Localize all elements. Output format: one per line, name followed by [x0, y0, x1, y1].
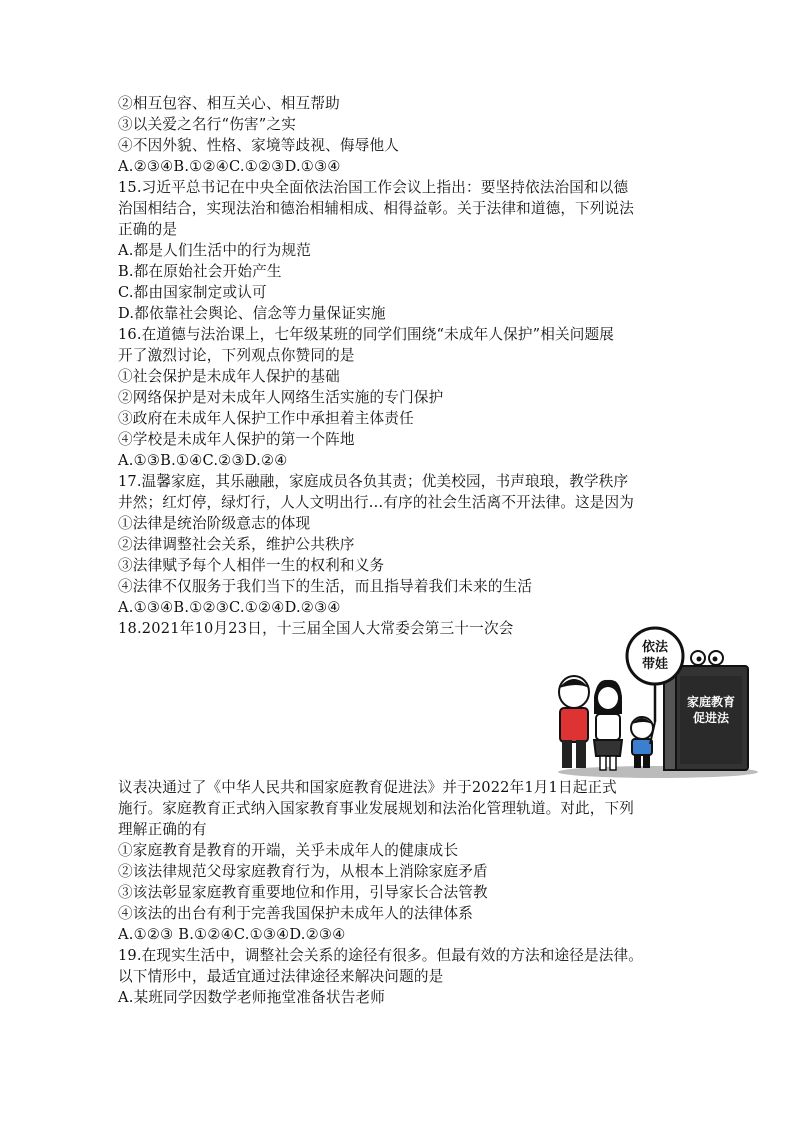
q16-stem-1: 16.在道德与法治课上，七年级某班的同学们围绕“未成年人保护”相关问题展 [118, 326, 614, 343]
sign-text-line2: 带娃 [641, 657, 669, 672]
question-14-tail [118, 93, 680, 177]
q18-stem-2: 施行。家庭教育正式纳入国家教育事业发展规划和法治化管理轨道。对此，下列 [118, 800, 635, 817]
sign-text-line1: 依法 [641, 640, 669, 655]
q15-stem-3: 正确的是 [118, 221, 178, 238]
q19-stem-1: 19.在现实生活中，调整社会关系的途径有很多。但最有效的方法和途径是法律。 [118, 947, 643, 964]
question-17 [118, 471, 680, 618]
mother-figure [594, 680, 622, 770]
q18-option-2: ②该法律规范父母家庭教育行为，从根本上消除家庭矛盾 [118, 863, 488, 880]
q18-stem-head: 18.2021年10月23日，十三届全国人大常委会第三十一次会 [118, 620, 514, 637]
q15-choice-a: A.都是人们生活中的行为规范 [118, 242, 312, 259]
q18-option-4: ④该法的出台有利于完善我国保护未成年人的法律体系 [118, 905, 474, 922]
q18-stem-3: 理解正确的有 [118, 821, 207, 838]
q15-choice-d: D.都依靠社会舆论、信念等力量保证实施 [118, 305, 386, 322]
q18-option-3: ③该法彰显家庭教育重要地位和作用，引导家长合法管教 [118, 884, 488, 901]
child-figure [631, 717, 655, 768]
q14-option-2: ②相互包容、相互关心、相互帮助 [118, 95, 340, 112]
sign-bubble [627, 628, 683, 684]
q17-option-2: ②法律调整社会关系，维护公共秩序 [118, 536, 355, 553]
q14-choices: A.②③④B.①②④C.①②③D.①③④ [118, 158, 341, 175]
q19-choice-a: A.某班同学因数学老师拖堂准备状告老师 [118, 989, 386, 1006]
q16-option-4: ④学校是未成年人保护的第一个阵地 [118, 431, 355, 448]
family-law-cartoon [548, 622, 760, 780]
q17-option-1: ①法律是统治阶级意志的体现 [118, 515, 311, 532]
q17-stem-1: 17.温馨家庭，其乐融融，家庭成员各负其责；优美校园，书声琅琅，教学秩序 [118, 473, 629, 490]
q14-option-3: ③以关爱之名行“伤害”之实 [118, 116, 297, 133]
q15-choice-b: B.都在原始社会开始产生 [118, 263, 282, 280]
q17-choices: A.①③④B.①②③C.①②④D.②③④ [118, 599, 341, 616]
q17-option-3: ③法律赋予每个人相伴一生的权利和义务 [118, 557, 385, 574]
q15-choice-c: C.都由国家制定或认可 [118, 284, 267, 301]
q15-stem-2: 治国相结合，实现法治和德治相辅相成、相得益彰。关于法律和道德，下列说法 [118, 200, 635, 217]
q17-stem-2: 井然；红灯停，绿灯行，人人文明出行…有序的社会生活离不开法律。这是因为 [118, 494, 635, 511]
father-figure [559, 676, 589, 768]
q19-stem-2: 以下情形中，最适宜通过法律途径来解决问题的是 [118, 968, 444, 985]
question-16 [118, 324, 680, 471]
q16-stem-2: 开了激烈讨论，下列观点你赞同的是 [118, 347, 355, 364]
book-title-line1: 家庭教育 [686, 695, 736, 709]
q16-option-2: ②网络保护是对未成年人网络生活实施的专门保护 [118, 389, 444, 406]
question-15 [118, 177, 680, 324]
q16-option-3: ③政府在未成年人保护工作中承担着主体责任 [118, 410, 414, 427]
book-title-line2: 促进法 [692, 711, 730, 725]
q18-option-1: ①家庭教育是教育的开端，关乎未成年人的健康成长 [118, 842, 459, 859]
q15-stem-1: 15.习近平总书记在中央全面依法治国工作会议上指出：要坚持依法治国和以德 [118, 179, 629, 196]
exam-page [118, 93, 680, 1008]
question-19 [118, 945, 680, 1008]
q16-choices: A.①③B.①④C.②③D.②④ [118, 452, 288, 469]
q14-option-4: ④不因外貌、性格、家境等歧视、侮辱他人 [118, 137, 400, 154]
q17-option-4: ④法律不仅服务于我们当下的生活，而且指导着我们未来的生活 [118, 578, 533, 595]
q18-choices: A.①②③ B.①②④C.①③④D.②③④ [118, 926, 346, 943]
q18-stem-1: 议表决通过了《中华人民共和国家庭教育促进法》并于2022年1月1日起正式 [118, 779, 617, 796]
q16-option-1: ①社会保护是未成年人保护的基础 [118, 368, 340, 385]
